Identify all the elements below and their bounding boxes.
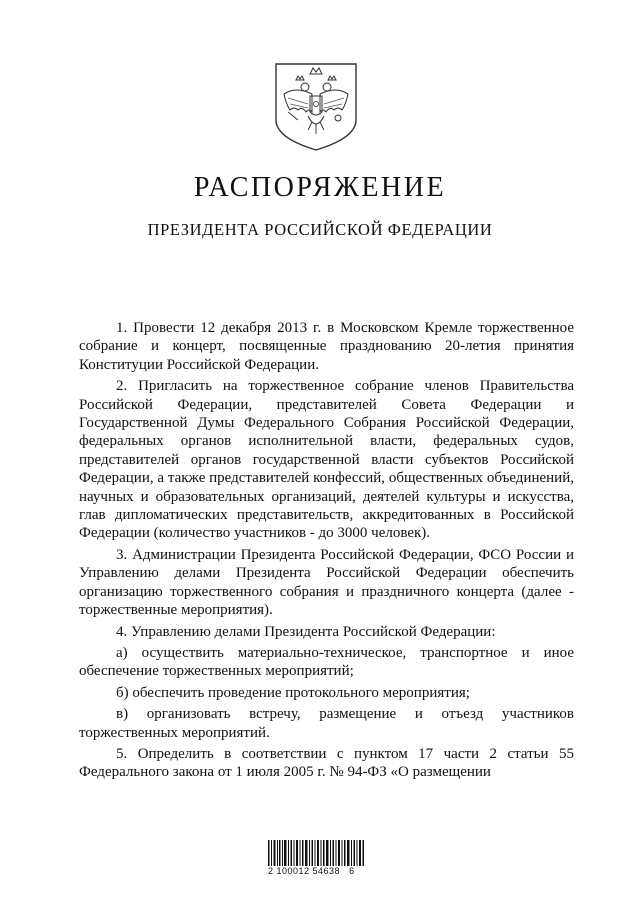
document-title: РАСПОРЯЖЕНИЕ [193, 172, 447, 203]
document-subtitle: ПРЕЗИДЕНТА РОССИЙСКОЙ ФЕДЕРАЦИИ [147, 220, 493, 239]
paragraph-2: 2. Пригласить на торжественное собрание членов Правительства Российской Федерации, представителей Совета Федерации и Государственной Думы Федерального Собрания Российской Федерации, федеральных органов исполнительной власти, федеральных судов, представителей органов государственной власти субъектов Российской Федерации, а также представителей конфессий, общественных объединений, научных и образовательных организаций, деятелей культуры и искусства, глав дипломатических представительств, аккредитованных в Российской Федерации (количество участников - до 3000 человек). [79, 378, 574, 542]
barcode-icon [268, 840, 364, 866]
barcode [268, 840, 376, 880]
paragraph-1: 1. Провести 12 декабря 2013 г. в Московском Кремле торжественное собрание и концерт, посвященные празднованию 20-летия принятия Конституции Российской Федерации. [79, 320, 574, 373]
paragraph-4c: в) организовать встречу, размещение и отъезд участников торжественных мероприятий. [79, 706, 574, 741]
barcode-number: 2 100012 54638 6 [268, 866, 355, 876]
paragraph-4a: а) осуществить материально-техническое, транспортное и иное обеспечение торжественных мероприятий; [79, 644, 574, 680]
paragraph-5: 5. Определить в соответствии с пунктом 17 части 2 статьи 55 Федерального закона от 1 июля 2005 г. № 94-ФЗ «О размещении [79, 745, 574, 781]
document-body [79, 319, 574, 785]
paragraph-4b: б) обеспечить проведение протокольного мероприятия; [116, 684, 470, 701]
paragraph-4: 4. Управлению делами Президента Российской Федерации: [116, 623, 496, 640]
coat-of-arms-icon [272, 60, 360, 152]
paragraph-3: 3. Администрации Президента Российской Федерации, ФСО России и Управлению делами Президента Российской Федерации обеспечить организацию торжественного собрания и праздничного концерта (далее - торжественные мероприятия). [79, 546, 574, 619]
